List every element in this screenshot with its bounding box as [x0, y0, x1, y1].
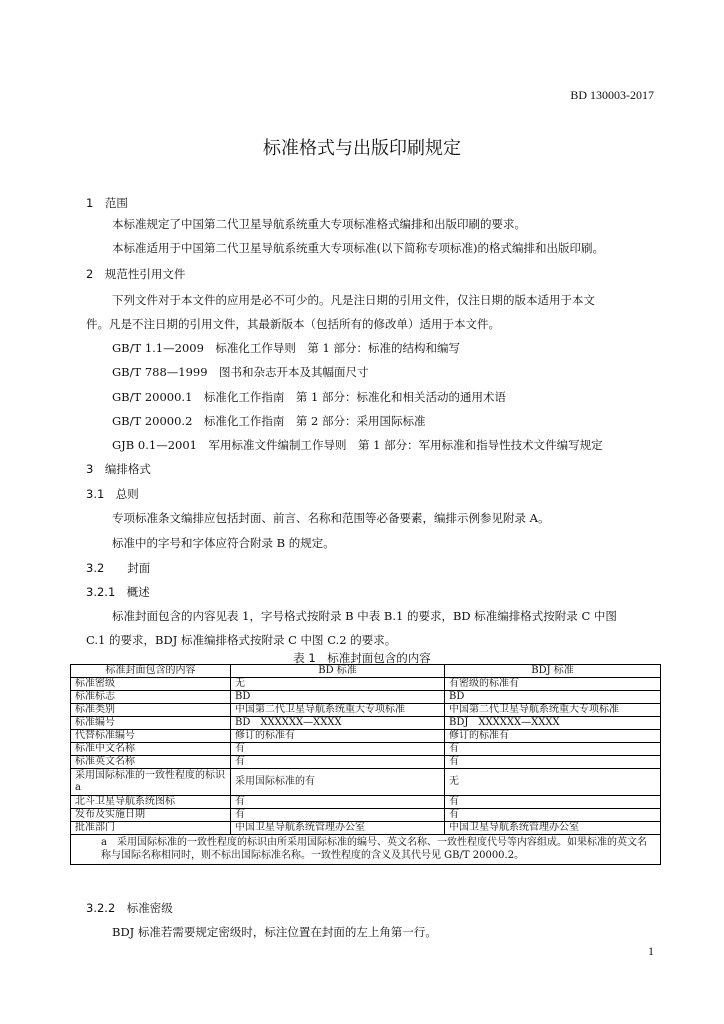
table-row: [71, 704, 661, 717]
table-cell: 无: [231, 678, 445, 691]
table-row: [71, 743, 661, 756]
table-header-cell: BD 标准: [231, 665, 445, 678]
table-cell: BD XXXXXX—XXXX: [231, 717, 445, 730]
table-cell: BD: [231, 691, 445, 704]
section-3-heading: 3 编排格式: [86, 462, 151, 476]
table-cell: 批准部门: [71, 822, 231, 835]
table-cell: 标准中文名称: [71, 743, 231, 756]
table-cell: 修订的标准有: [445, 730, 661, 743]
table-cell: 有: [445, 809, 661, 822]
reference-item: GB/T 1.1—2009 标准化工作导则 第 1 部分：标准的结构和编写: [112, 341, 461, 355]
section-3-2-1-para-line-1: 标准封面包含的内容见表 1，字号格式按附录 B 中表 B.1 的要求，BD 标准编排格式按附录 C 中图: [112, 609, 617, 623]
table-cell: 采用国际标准的一致性程度的标识 a: [71, 769, 231, 796]
table-row: [71, 822, 661, 835]
reference-item: GB/T 20000.1 标准化工作指南 第 1 部分：标准化和相关活动的通用术语: [112, 390, 507, 404]
table-cell: 有: [231, 796, 445, 809]
table-cell: 有: [445, 743, 661, 756]
page-title: 标准格式与出版印刷规定: [263, 138, 461, 159]
table-cell: 修订的标准有: [231, 730, 445, 743]
table-cell: 中国第二代卫星导航系统重大专项标准: [445, 704, 661, 717]
table-cell: 有: [231, 756, 445, 769]
table-cell: 标准类别: [71, 704, 231, 717]
reference-item: GB/T 788—1999 图书和杂志开本及其幅面尺寸: [112, 365, 369, 379]
table-cell: 无: [445, 769, 661, 796]
table-row: [71, 796, 661, 809]
table-cell: 发布及实施日期: [71, 809, 231, 822]
reference-item: GB/T 20000.2 标准化工作指南 第 2 部分：采用国际标准: [112, 414, 426, 428]
section-3-2-2-para-1: BDJ 标准若需要规定密级时，标注位置在封面的左上角第一行。: [112, 925, 437, 939]
table-cell: 标准编号: [71, 717, 231, 730]
table-row: [71, 678, 661, 691]
section-3-1-heading: 3.1 总则: [86, 487, 139, 501]
section-2-heading: 2 规范性引用文件: [86, 267, 186, 281]
section-3-2-heading: 3.2 封面: [86, 561, 151, 575]
table-cell: 有: [445, 796, 661, 809]
table-cell: 中国卫星导航系统管理办公室: [445, 822, 661, 835]
page-number: 1: [648, 944, 654, 958]
table-cell: BD: [445, 691, 661, 704]
table-footnote: a 采用国际标准的一致性程度的标识由所采用国际标准的编号、英文名称、一致性程度代号等内容组成。如果标准的英文名称与国际名称相同时，则不标出国际标准名称。一致性程度的含义及其代号见 GB/T 20000.2。: [71, 835, 661, 865]
cover-content-table: [70, 664, 661, 865]
table-cell: 北斗卫星导航系统图标: [71, 796, 231, 809]
table-cell: 中国第二代卫星导航系统重大专项标准: [231, 704, 445, 717]
section-3-2-2-heading: 3.2.2 标准密级: [86, 901, 173, 915]
table-cell: 标准标志: [71, 691, 231, 704]
table-cell: 有密级的标准有: [445, 678, 661, 691]
table-row: [71, 756, 661, 769]
section-3-1-para-1: 专项标准条文编排应包括封面、前言、名称和范围等必备要素，编排示例参见附录 A。: [112, 511, 550, 525]
table-header-cell: BDJ 标准: [445, 665, 661, 678]
section-3-2-1-heading: 3.2.1 概述: [86, 585, 150, 599]
table-footnote-row: [71, 835, 661, 865]
table-cell: 中国卫星导航系统管理办公室: [231, 822, 445, 835]
table-cell: 代替标准编号: [71, 730, 231, 743]
section-2-para-line-2: 件。凡是不注日期的引用文件，其最新版本（包括所有的修改单）适用于本文件。: [86, 317, 500, 331]
table-row: [71, 769, 661, 796]
section-1-para-1: 本标准规定了中国第二代卫星导航系统重大专项标准格式编排和出版印刷的要求。: [112, 217, 526, 231]
section-3-2-1-para-line-2: C.1 的要求，BDJ 标准编排格式按附录 C 中图 C.2 的要求。: [86, 633, 397, 647]
table-row: [71, 717, 661, 730]
section-3-1-para-2: 标准中的字号和字体应符合附录 B 的规定。: [112, 536, 335, 550]
table-cell: 有: [445, 756, 661, 769]
document-number: BD 130003-2017: [570, 88, 654, 102]
table-cell: 采用国际标准的有: [231, 769, 445, 796]
table-row: [71, 809, 661, 822]
table-header-row: [71, 665, 661, 678]
table-row: [71, 730, 661, 743]
table-cell: BDJ XXXXXX—XXXX: [445, 717, 661, 730]
table-cell: 标准密级: [71, 678, 231, 691]
table-cell: 有: [231, 809, 445, 822]
table-cell: 有: [231, 743, 445, 756]
section-2-para-line-1: 下列文件对于本文件的应用是必不可少的。凡是注日期的引用文件，仅注日期的版本适用于本文: [112, 293, 595, 307]
reference-item: GJB 0.1—2001 军用标准文件编制工作导则 第 1 部分：军用标准和指导性技术文件编写规定: [112, 438, 603, 452]
table-row: [71, 691, 661, 704]
table-header-cell: 标准封面包含的内容: [71, 665, 231, 678]
section-1-para-2: 本标准适用于中国第二代卫星导航系统重大专项标准(以下简称专项标准)的格式编排和出版印刷。: [112, 241, 604, 255]
table-caption: 表 1 标准封面包含的内容: [293, 651, 431, 665]
section-1-heading: 1 范围: [86, 196, 128, 210]
table-cell: 标准英文名称: [71, 756, 231, 769]
